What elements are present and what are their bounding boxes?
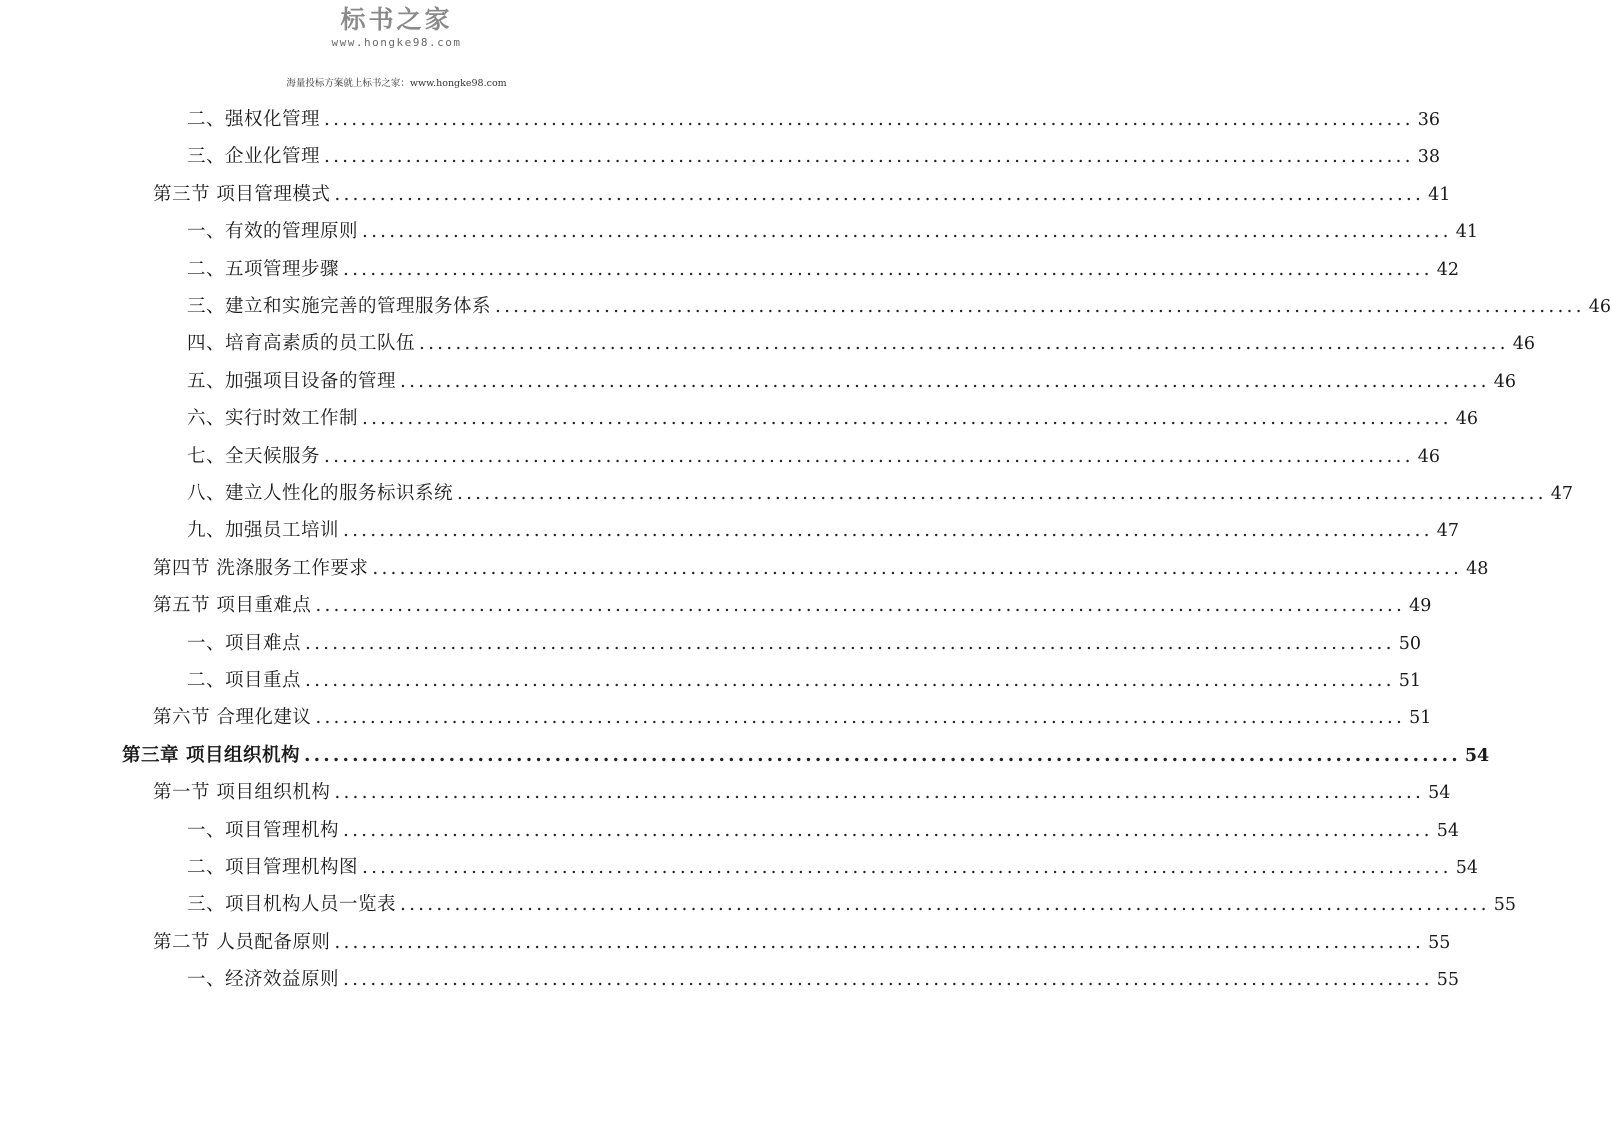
dot-leader: ........................................................................................................................	[303, 744, 1461, 766]
toc-entry[interactable]	[187, 891, 1516, 919]
toc-entry-title: 二、项目重点	[187, 670, 302, 691]
toc-entry-title: 四、培育高素质的员工队伍	[187, 333, 416, 355]
toc-entry-title: 二、项目管理机构图	[187, 857, 359, 878]
toc-entry-page-number: 46	[1455, 409, 1478, 430]
toc-entry[interactable]	[153, 779, 1451, 807]
toc-entry-page-number: 54	[1455, 858, 1478, 878]
toc-entry[interactable]	[187, 667, 1421, 695]
dot-leader: ........................................................................................................................	[334, 931, 1425, 953]
toc-entry-page-number: 46	[1588, 297, 1611, 317]
toc-entry-title: 第三节 项目管理模式	[153, 183, 331, 205]
toc-entry-page-number: 51	[1409, 708, 1432, 729]
toc-entry[interactable]	[187, 218, 1478, 246]
toc-entry-title: 三、企业化管理	[187, 146, 321, 168]
dot-leader: ........................................................................................................................	[419, 333, 1509, 355]
toc-entry[interactable]	[187, 517, 1459, 545]
dot-leader: ........................................................................................................................	[400, 894, 1490, 916]
toc-entry-title: 六、实行时效工作制	[187, 408, 359, 430]
toc-entry-page-number: 50	[1398, 633, 1421, 654]
dot-leader: ........................................................................................................................	[343, 969, 1433, 991]
toc-entry[interactable]	[187, 368, 1516, 396]
toc-entry-title: 五、加强项目设备的管理	[187, 370, 397, 392]
toc-entry-page-number: 47	[1550, 484, 1573, 504]
toc-entry[interactable]	[187, 630, 1421, 658]
site-logo	[0, 4, 793, 50]
toc-entry[interactable]	[187, 405, 1478, 433]
dot-leader: ........................................................................................................................	[372, 557, 1463, 579]
toc-entry-title: 第一节 项目组织机构	[153, 782, 331, 804]
toc-entry[interactable]	[187, 330, 1535, 358]
logo-title: 标书之家	[340, 5, 453, 34]
toc-entry-page-number: 54	[1428, 783, 1451, 804]
toc-entry-page-number: 46	[1493, 371, 1516, 392]
toc-entry[interactable]	[187, 817, 1459, 845]
toc-entry[interactable]	[187, 966, 1459, 994]
toc-entry-title: 三、建立和实施完善的管理服务体系	[187, 296, 492, 317]
toc-entry-title: 第六节 合理化建议	[153, 707, 312, 729]
toc-entry-title: 九、加强员工培训	[187, 520, 340, 542]
toc-entry-page-number: 55	[1436, 970, 1459, 991]
dot-leader: ........................................................................................................................	[315, 595, 1406, 617]
toc-entry-title: 一、项目难点	[187, 632, 302, 654]
toc-entry-page-number: 51	[1398, 671, 1421, 691]
toc-entry[interactable]	[153, 929, 1451, 957]
dot-leader: ........................................................................................................................	[324, 109, 1414, 130]
toc-entry[interactable]	[187, 106, 1440, 134]
dot-leader: ........................................................................................................................	[315, 707, 1406, 729]
toc-entry-title: 二、强权化管理	[187, 109, 321, 130]
toc-entry[interactable]	[187, 443, 1440, 471]
toc-entry-page-number: 36	[1417, 110, 1440, 130]
site-note: 海量投标方案就上标书之家：www.hongke98.com	[286, 78, 507, 89]
toc-entry-title: 第五节 项目重难点	[153, 595, 312, 617]
toc-entry[interactable]	[153, 592, 1432, 620]
toc-entry-page-number: 48	[1466, 558, 1489, 579]
toc-entry-title: 一、有效的管理原则	[187, 221, 359, 243]
dot-leader: ........................................................................................................................	[362, 857, 1452, 878]
dot-leader: ........................................................................................................................	[324, 445, 1414, 467]
toc-entry-title: 一、经济效益原则	[187, 969, 340, 991]
dot-leader: ........................................................................................................................	[334, 183, 1425, 205]
toc-entry[interactable]	[153, 181, 1451, 209]
toc-entry-title: 第三章 项目组织机构	[122, 744, 300, 766]
toc-entry-page-number: 42	[1436, 259, 1459, 280]
toc-entry-page-number: 38	[1417, 147, 1440, 168]
toc-entry-page-number: 47	[1436, 521, 1459, 542]
toc-entry-title: 二、五项管理步骤	[187, 258, 340, 280]
dot-leader: ........................................................................................................................	[305, 632, 1395, 654]
toc-entry-page-number: 46	[1512, 334, 1535, 355]
toc-entry[interactable]	[187, 854, 1478, 882]
dot-leader: ........................................................................................................................	[400, 370, 1490, 392]
toc-entry-page-number: 55	[1493, 895, 1516, 916]
dot-leader: ........................................................................................................................	[334, 782, 1425, 804]
toc-entry-page-number: 55	[1428, 932, 1451, 953]
toc-entry[interactable]	[187, 293, 1611, 321]
toc-entry-page-number: 54	[1464, 745, 1490, 766]
dot-leader: ........................................................................................................................	[362, 408, 1452, 430]
logo-url: www.hongke98.com	[331, 36, 462, 49]
dot-leader: ........................................................................................................................	[305, 670, 1395, 691]
toc-entry[interactable]	[153, 704, 1432, 732]
dot-leader: ........................................................................................................................	[343, 819, 1433, 841]
toc-entry-title: 一、项目管理机构	[187, 819, 340, 841]
toc-entry-page-number: 46	[1417, 446, 1440, 467]
toc-entry[interactable]	[187, 143, 1440, 171]
dot-leader: ........................................................................................................................	[343, 258, 1433, 280]
toc-entry-title: 八、建立人性化的服务标识系统	[187, 483, 454, 504]
dot-leader: ........................................................................................................................	[324, 146, 1414, 168]
toc-entry-page-number: 41	[1455, 222, 1478, 243]
toc-entry-title: 第二节 人员配备原则	[153, 931, 331, 953]
dot-leader: ........................................................................................................................	[362, 221, 1452, 243]
toc-entry-title: 三、项目机构人员一览表	[187, 894, 397, 916]
toc-entry-page-number: 49	[1409, 596, 1432, 617]
toc-entry-title: 七、全天候服务	[187, 445, 321, 467]
toc-entry[interactable]	[153, 555, 1489, 583]
dot-leader: ........................................................................................................................	[495, 296, 1585, 317]
toc-entry[interactable]	[122, 742, 1490, 770]
dot-leader: ........................................................................................................................	[457, 483, 1547, 504]
toc-entry-page-number: 41	[1428, 184, 1451, 205]
toc-entry[interactable]	[187, 256, 1459, 284]
dot-leader: ........................................................................................................................	[343, 520, 1433, 542]
toc-entry-title: 第四节 洗涤服务工作要求	[153, 557, 369, 579]
toc-entry[interactable]	[187, 480, 1573, 508]
toc-entry-page-number: 54	[1436, 820, 1459, 841]
